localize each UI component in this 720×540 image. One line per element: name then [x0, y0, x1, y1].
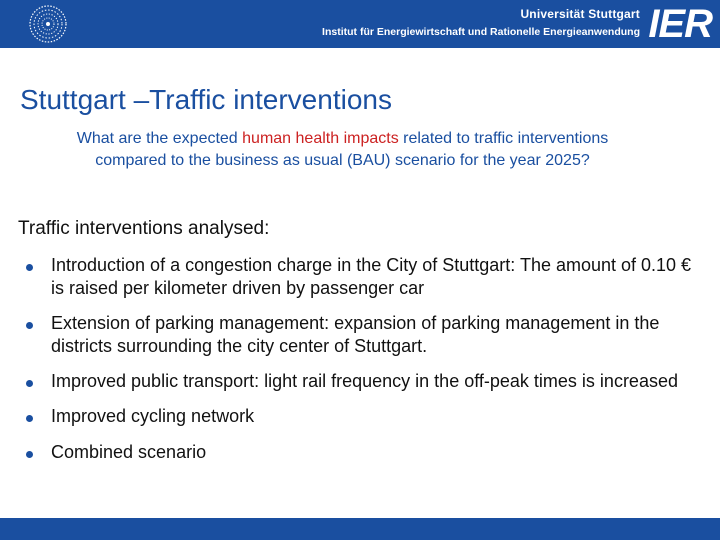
list-item-text: Improved public transport: light rail frequency in the off-peak times is increased	[51, 371, 678, 391]
list-item	[18, 405, 708, 428]
question-highlight: human health impacts	[242, 130, 399, 147]
bullet-icon	[26, 415, 33, 422]
research-question	[40, 128, 645, 172]
list-item	[18, 441, 708, 464]
university-name: Universität Stuttgart	[520, 7, 640, 21]
section-heading: Traffic interventions analysed:	[18, 218, 270, 239]
bullet-icon	[26, 451, 33, 458]
list-item	[18, 312, 708, 358]
slide-title: Stuttgart –Traffic interventions	[20, 84, 392, 115]
footer-bar	[0, 518, 720, 540]
list-item	[18, 370, 708, 393]
question-text-end: related to traffic interventions compared to the business as usual (BAU) scenario for the year 2025?	[95, 130, 609, 169]
question-text-start: What are the expected	[76, 130, 243, 147]
bullet-icon	[26, 380, 33, 387]
interventions-list	[18, 254, 708, 464]
bullet-icon	[26, 322, 33, 329]
list-item-text: Introduction of a congestion charge in the City of Stuttgart: The amount of 0.10 € is raised per kilometer driven by passenger car	[51, 255, 692, 298]
ier-logo: IER	[648, 2, 712, 46]
list-item-text: Extension of parking management: expansion of parking management in the districts surrounding the city center of Stuttgart.	[51, 313, 660, 356]
list-item-text: Combined scenario	[51, 442, 207, 462]
institute-name: Institut für Energiewirtschaft und Rationelle Energieanwendung	[322, 26, 640, 38]
list-item-text: Improved cycling network	[51, 406, 255, 426]
list-item	[18, 254, 708, 300]
university-seal-icon	[28, 4, 68, 44]
header-bar	[0, 0, 720, 48]
bullet-icon	[26, 264, 33, 271]
